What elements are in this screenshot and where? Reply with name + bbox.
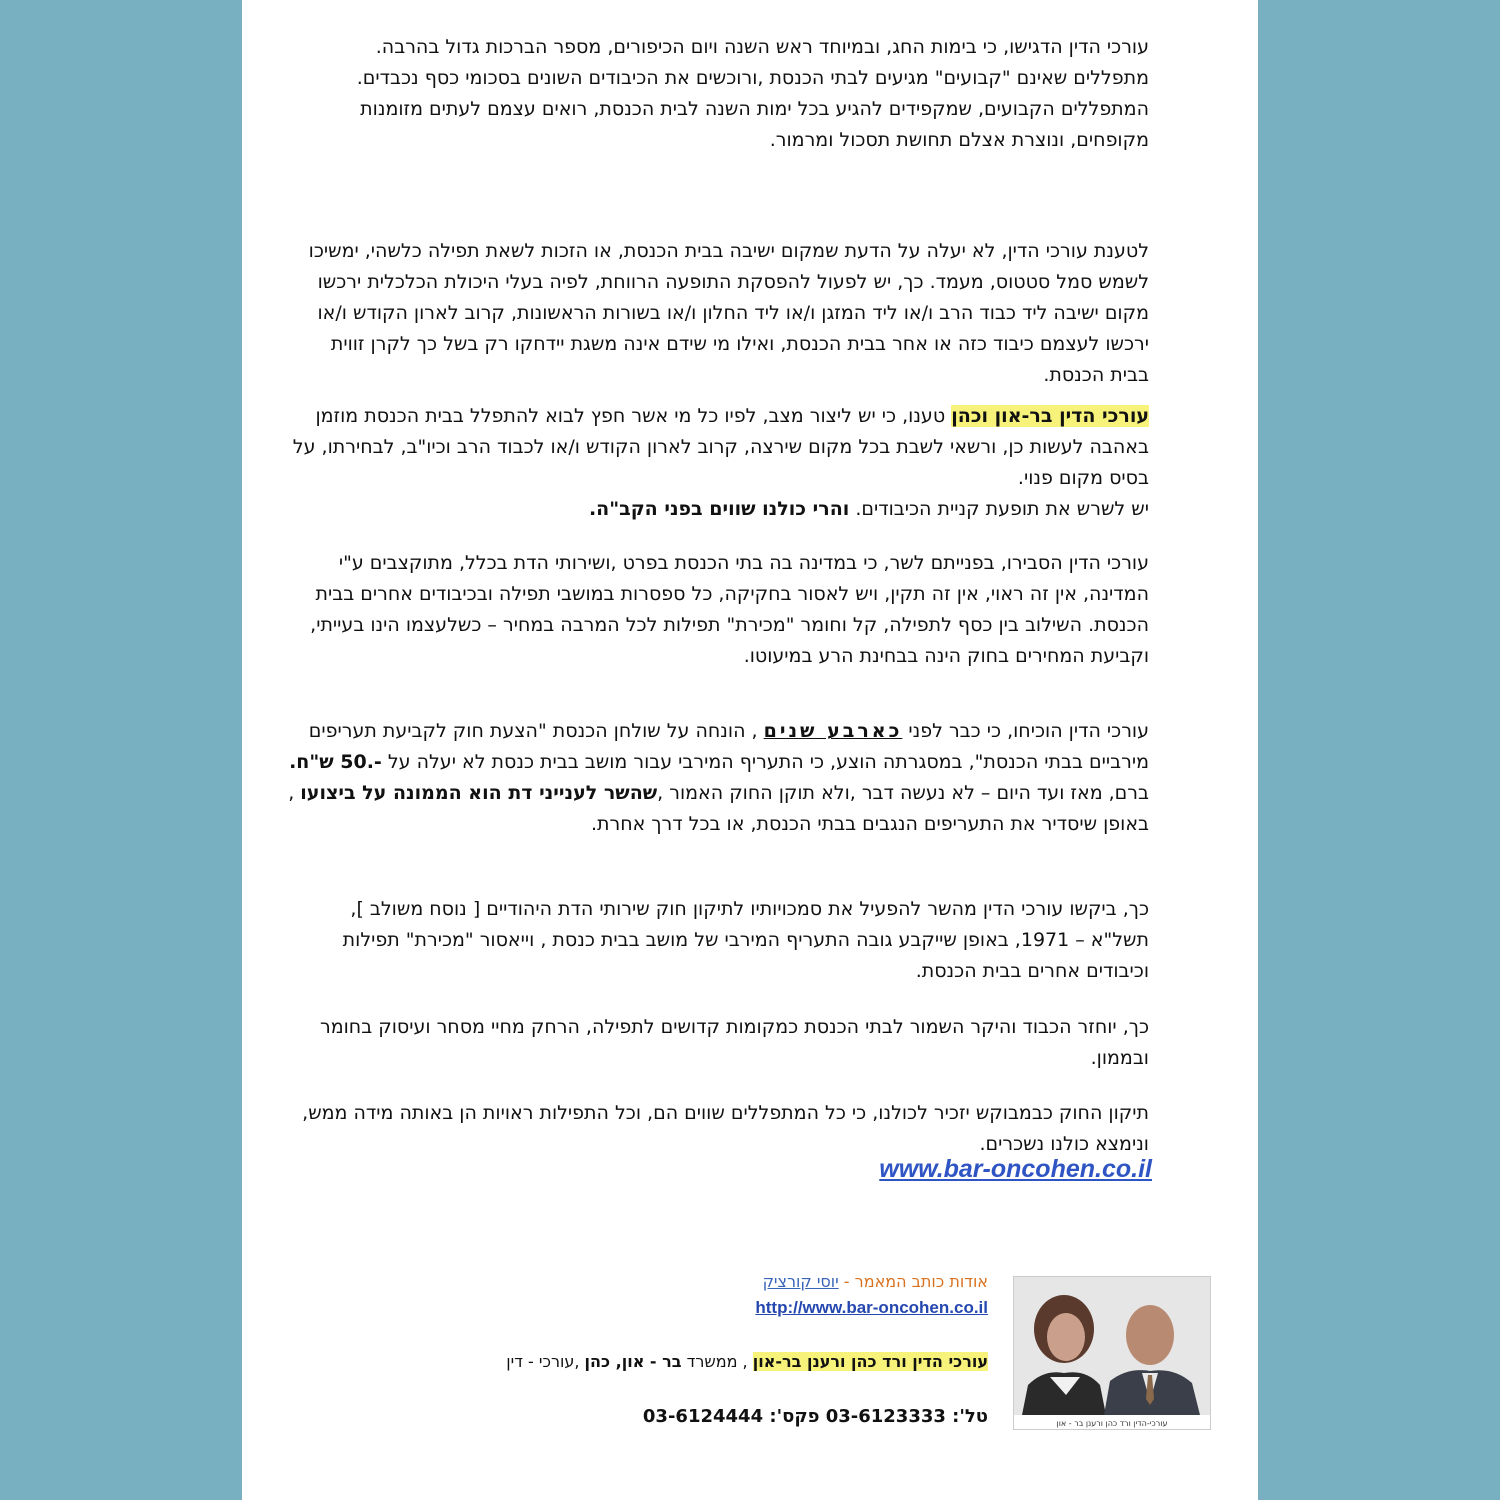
fax: פקס': 03-6124444 bbox=[642, 1406, 820, 1427]
paragraph-11: כך, יוחזר הכבוד והיקר השמור לבתי הכנסת כמקומות קדושים לתפילה, הרחק מחיי מסחר ועיסוק בחומר ובממון. bbox=[319, 1016, 1149, 1069]
paragraph-4: לטענת עורכי הדין, לא יעלה על הדעת שמקום ישיבה בבית הכנסת, או הזכות לשאת תפילה כלשהי, ימשיכו לשמש סמל סטטוס, מעמד. כך, יש לפעול להפסקת התופעה הרווחת, לפיה בעלי היכולת הכלכלית ירכשו מקום ישיבה ליד כבוד הרב ו/או ליד המזגן ו/או ליד החלון ו/או בשורות הראשונות, קרוב לארון הקודש ו/או ירכשו לעצמם כיבוד כזה או אחר בבית הכנסת, ואילו מי שידם אינה משגת יידחקו רק בשל כך לקרן זווית בבית הכנסת. bbox=[308, 240, 1149, 386]
paragraph-12: תיקון החוק כבמבוקש יזכיר לכולנו, כי כל המתפללים שווים הם, וכל התפילות ראויות הן באותה מידה ממש, ונימצא כולנו נשכרים. bbox=[302, 1102, 1149, 1155]
contact-line bbox=[542, 1406, 988, 1427]
article-section-4 bbox=[287, 548, 1149, 672]
paragraph-5: עורכי הדין בר-און וכהן טענו, כי יש ליצור מצב, לפיו כל מי אשר חפץ לבוא להתפלל בבית הכנסת מוזמן באהבה לעשות כן, ורשאי לשבת בכל מקום שירצה, קרוב לארון הקודש ו/או לכבוד הרב וכיו"ב, לבחירתו, על בסיס מקום פנוי. bbox=[292, 405, 1149, 489]
article-section-8 bbox=[287, 1098, 1149, 1160]
article-section-3 bbox=[287, 401, 1149, 525]
about-url-line bbox=[712, 1298, 988, 1318]
photo-caption: עורכי-הדין ורד כהן ורענן בר - און bbox=[1056, 1419, 1168, 1428]
about-url-link[interactable]: http://www.bar-oncohen.co.il bbox=[755, 1298, 988, 1317]
highlighted-lawyers: עורכי הדין בר-און וכהן bbox=[951, 405, 1149, 427]
lawyers-line: עורכי הדין ורד כהן ורענן בר-און , ממשרד בר - און, כהן ,עורכי - דין bbox=[506, 1352, 988, 1371]
paragraph-10: כך, ביקשו עורכי הדין מהשר להפעיל את סמכויותיו לתיקון חוק שירותי הדת היהודיים [ נוסח משולב ], תשל"א – 1971, באופן שייקבע גובה התעריף המירבי של מושב בבית כנסת , וייאסור "מכירת" תפילות וכיבודים אחרים בבית הכנסת. bbox=[342, 898, 1149, 982]
paragraph-1: עורכי הדין הדגישו, כי בימות החג, ובמיוחד ראש השנה ויום הכיפורים, מספר הברכות גדול בהרבה. bbox=[375, 36, 1149, 58]
lawyers-names: עורכי הדין ורד כהן ורענן בר-און bbox=[752, 1352, 988, 1371]
paragraph-7: עורכי הדין הסבירו, בפנייתם לשר, כי במדינה בה בתי הכנסת בפרט ,ושירותי הדת בכלל, מתוקצבים ע"י המדינה, אין זה ראוי, אין זה תקין, ויש לאסור בחקיקה, כל ספסרות במושבי תפילה ובכיבודים אחרים בבית הכנסת. השילוב בין כסף לתפילה, קל וחומר "מכירת" תפילות לכל המרבה במחיר – כשלעצמו הינו בעייתי, וקביעת המחירים בחוק הינה בבחינת הרע במיעוטו. bbox=[310, 552, 1149, 667]
paragraph-2: מתפללים שאינם "קבועים" מגיעים לבתי הכנסת ,ורוכשים את הכיבודים השונים בסכומי כסף נכבדים. bbox=[356, 67, 1149, 89]
lawyers-photo bbox=[1013, 1276, 1211, 1430]
paragraph-3: המתפללים הקבועים, שמקפידים להגיע בכל ימות השנה לבית הכנסת, רואים עצמם לעתים מזומנות מקופחים, ונוצרת אצלם תחושת תסכול ומרמור. bbox=[360, 98, 1149, 151]
document-page bbox=[242, 0, 1258, 1500]
paragraph-6: יש לשרש את תופעת קניית הכיבודים. והרי כולנו שווים בפני הקב"ה. bbox=[588, 498, 1149, 520]
lawyers-photo-image bbox=[1014, 1277, 1210, 1429]
article-section-6 bbox=[287, 894, 1149, 987]
phone: טל': 03-6123333 bbox=[819, 1406, 988, 1427]
website-link[interactable]: www.bar-oncohen.co.il bbox=[879, 1155, 1152, 1183]
paragraph-8: עורכי הדין הוכיחו, כי כבר לפני כארבע שנים , הונחה על שולחן הכנסת "הצעת חוק לקביעת תעריפים מירביים בבתי הכנסת", במסגרתה הוצע, כי התעריף המירבי עבור מושב בבית כנסת לא יעלה על -.50 ש"ח. bbox=[289, 720, 1149, 773]
article-body bbox=[287, 32, 1149, 156]
paragraph-9: ברם, מאז ועד היום – לא נעשה דבר ,ולא תוקן החוק האמור ,שהשר לענייני דת הוא הממונה על ביצועו , באופן שיסדיר את התעריפים הנגבים בבתי הכנסת, או בכל דרך אחרת. bbox=[288, 782, 1149, 835]
article-section-2 bbox=[287, 236, 1149, 391]
author-link[interactable]: יוסי קורציק bbox=[762, 1272, 839, 1291]
about-label: אודות כותב המאמר - bbox=[838, 1272, 988, 1291]
about-author-line bbox=[722, 1272, 988, 1291]
article-section-7 bbox=[287, 1012, 1149, 1074]
article-section-5 bbox=[287, 716, 1149, 840]
